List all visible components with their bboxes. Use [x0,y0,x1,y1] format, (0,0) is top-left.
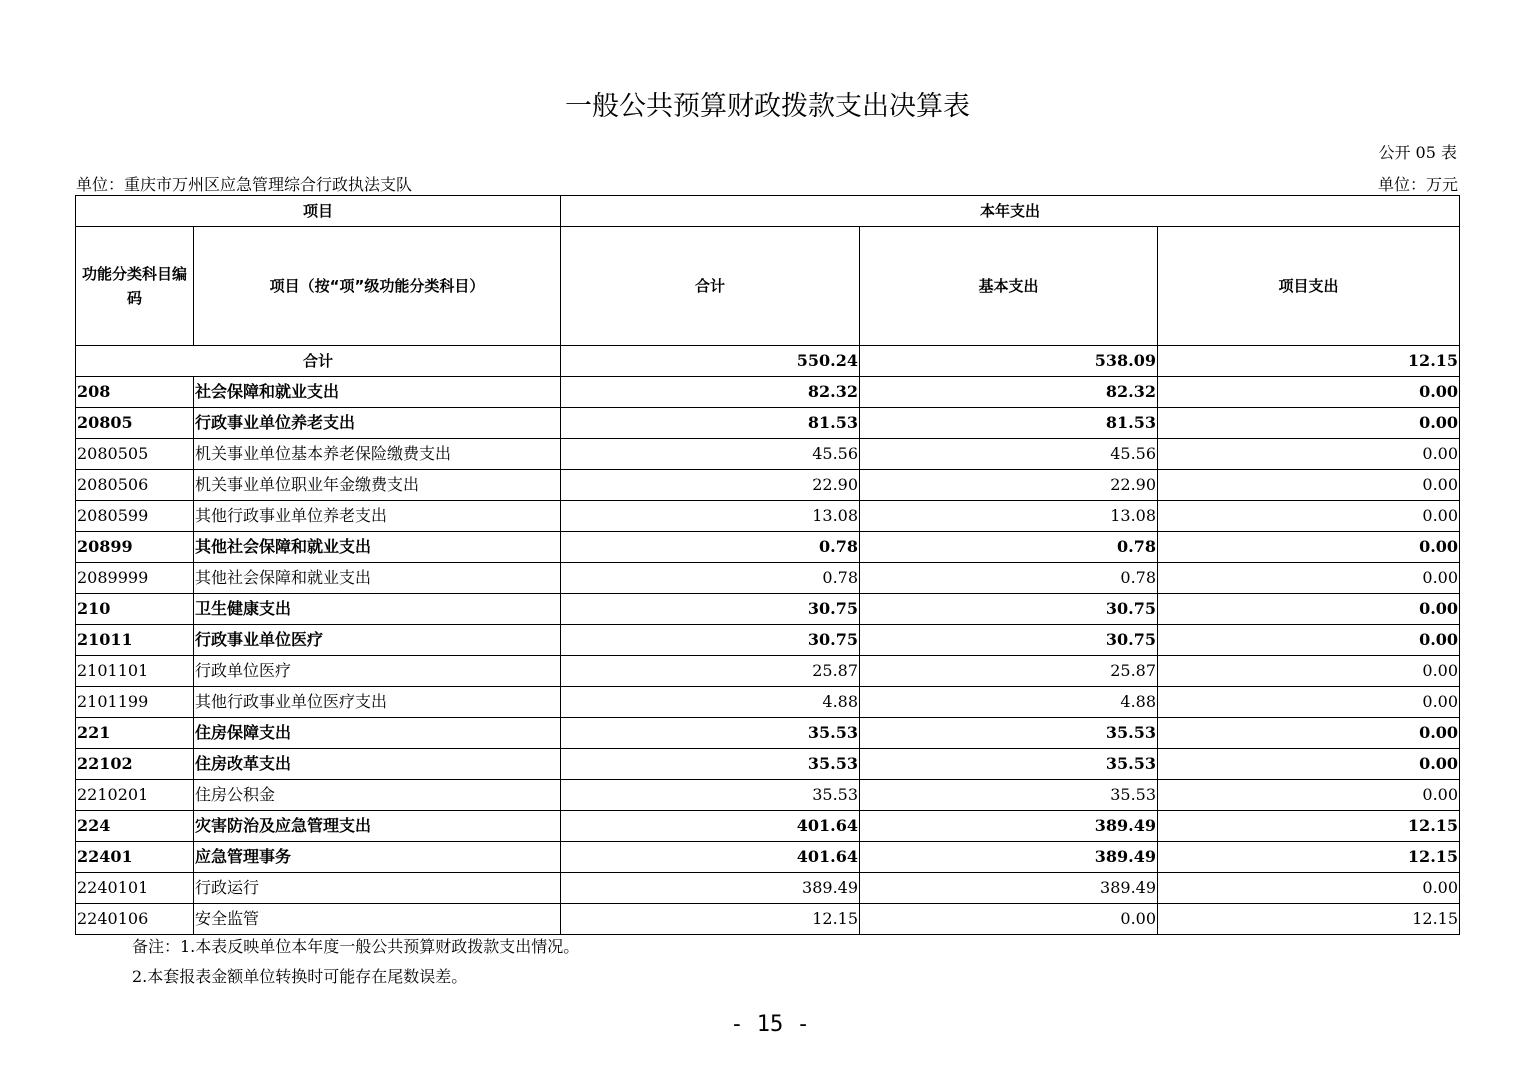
row-code: 20805 [76,408,194,439]
row-total: 0.78 [561,532,860,563]
row-project: 0.00 [1158,625,1460,656]
table-row [76,563,1460,594]
row-project: 0.00 [1158,563,1460,594]
note-2: 2.本套报表金额单位转换时可能存在尾数误差。 [132,967,468,986]
row-total: 12.15 [561,904,860,935]
header-total: 合计 [561,227,860,346]
table-row [76,501,1460,532]
total-row [76,346,1460,377]
row-basic: 22.90 [860,470,1158,501]
row-total: 25.87 [561,656,860,687]
row-code: 2101199 [76,687,194,718]
row-total: 45.56 [561,439,860,470]
table-row [76,532,1460,563]
header-project: 项目支出 [1158,227,1460,346]
table-row [76,780,1460,811]
row-basic: 389.49 [860,842,1158,873]
table-row [76,904,1460,935]
row-project: 0.00 [1158,873,1460,904]
row-code: 2101101 [76,656,194,687]
expenditure-table [75,195,1460,935]
table-row [76,749,1460,780]
row-total: 35.53 [561,780,860,811]
row-basic: 81.53 [860,408,1158,439]
row-code: 2080506 [76,470,194,501]
row-project: 0.00 [1158,594,1460,625]
row-basic: 30.75 [860,594,1158,625]
row-name: 住房改革支出 [194,749,561,780]
row-total: 35.53 [561,749,860,780]
row-basic: 0.78 [860,532,1158,563]
row-basic: 35.53 [860,749,1158,780]
row-code: 2080599 [76,501,194,532]
row-code: 221 [76,718,194,749]
row-total: 389.49 [561,873,860,904]
row-code: 20899 [76,532,194,563]
row-project: 0.00 [1158,377,1460,408]
row-name: 其他社会保障和就业支出 [194,532,561,563]
row-code: 208 [76,377,194,408]
row-name: 住房公积金 [194,780,561,811]
table-row [76,439,1460,470]
row-name: 行政事业单位养老支出 [194,408,561,439]
row-basic: 389.49 [860,811,1158,842]
row-code: 22401 [76,842,194,873]
row-total: 30.75 [561,625,860,656]
row-project: 0.00 [1158,501,1460,532]
total-basic: 538.09 [860,346,1158,377]
table-row [76,842,1460,873]
row-total: 22.90 [561,470,860,501]
row-code: 2089999 [76,563,194,594]
row-name: 行政单位医疗 [194,656,561,687]
total-amount: 550.24 [561,346,860,377]
row-name: 灾害防治及应急管理支出 [194,811,561,842]
row-total: 81.53 [561,408,860,439]
row-code: 210 [76,594,194,625]
row-basic: 13.08 [860,501,1158,532]
row-total: 30.75 [561,594,860,625]
row-name: 行政运行 [194,873,561,904]
row-name: 其他行政事业单位医疗支出 [194,687,561,718]
header-code: 功能分类科目编码 [76,227,194,346]
row-project: 0.00 [1158,439,1460,470]
header-item: 项目 [76,196,561,227]
table-row [76,594,1460,625]
row-code: 21011 [76,625,194,656]
row-basic: 0.78 [860,563,1158,594]
row-basic: 389.49 [860,873,1158,904]
row-project: 12.15 [1158,811,1460,842]
row-name: 其他社会保障和就业支出 [194,563,561,594]
table-row [76,625,1460,656]
row-code: 2240101 [76,873,194,904]
row-project: 0.00 [1158,687,1460,718]
header-basic: 基本支出 [860,227,1158,346]
row-name: 社会保障和就业支出 [194,377,561,408]
unit-currency: 单位：万元 [1377,175,1458,194]
row-code: 224 [76,811,194,842]
row-basic: 45.56 [860,439,1158,470]
row-basic: 35.53 [860,780,1158,811]
row-project: 0.00 [1158,718,1460,749]
header-current-year: 本年支出 [561,196,1460,227]
row-total: 82.32 [561,377,860,408]
header-name: 项目（按“项”级功能分类科目） [194,227,561,346]
page-number: - 15 - [730,1012,810,1037]
note-1: 备注：1.本表反映单位本年度一般公共预算财政拨款支出情况。 [132,937,580,956]
header-row-2 [76,227,1460,346]
table-row [76,718,1460,749]
row-basic: 30.75 [860,625,1158,656]
row-total: 4.88 [561,687,860,718]
row-project: 0.00 [1158,532,1460,563]
row-name: 机关事业单位职业年金缴费支出 [194,470,561,501]
header-row-1 [76,196,1460,227]
row-project: 0.00 [1158,780,1460,811]
row-code: 2210201 [76,780,194,811]
row-code: 2080505 [76,439,194,470]
row-basic: 25.87 [860,656,1158,687]
row-total: 35.53 [561,718,860,749]
row-code: 22102 [76,749,194,780]
row-name: 应急管理事务 [194,842,561,873]
row-name: 住房保障支出 [194,718,561,749]
row-name: 卫生健康支出 [194,594,561,625]
row-basic: 82.32 [860,377,1158,408]
row-name: 安全监管 [194,904,561,935]
page-title: 一般公共预算财政拨款支出决算表 [565,91,970,122]
total-label: 合计 [76,346,561,377]
table-row [76,470,1460,501]
row-project: 0.00 [1158,470,1460,501]
row-total: 0.78 [561,563,860,594]
row-total: 13.08 [561,501,860,532]
row-total: 401.64 [561,842,860,873]
row-project: 0.00 [1158,749,1460,780]
unit-organization: 单位：重庆市万州区应急管理综合行政执法支队 [76,175,413,194]
row-basic: 0.00 [860,904,1158,935]
table-row [76,687,1460,718]
row-code: 2240106 [76,904,194,935]
row-project: 12.15 [1158,904,1460,935]
table-row [76,377,1460,408]
row-basic: 35.53 [860,718,1158,749]
row-project: 0.00 [1158,656,1460,687]
total-project: 12.15 [1158,346,1460,377]
row-name: 机关事业单位基本养老保险缴费支出 [194,439,561,470]
row-total: 401.64 [561,811,860,842]
table-row [76,408,1460,439]
row-name: 其他行政事业单位养老支出 [194,501,561,532]
table-row [76,873,1460,904]
row-project: 12.15 [1158,842,1460,873]
row-project: 0.00 [1158,408,1460,439]
table-row [76,656,1460,687]
form-number: 公开 05 表 [1378,143,1457,162]
row-name: 行政事业单位医疗 [194,625,561,656]
row-basic: 4.88 [860,687,1158,718]
table-row [76,811,1460,842]
